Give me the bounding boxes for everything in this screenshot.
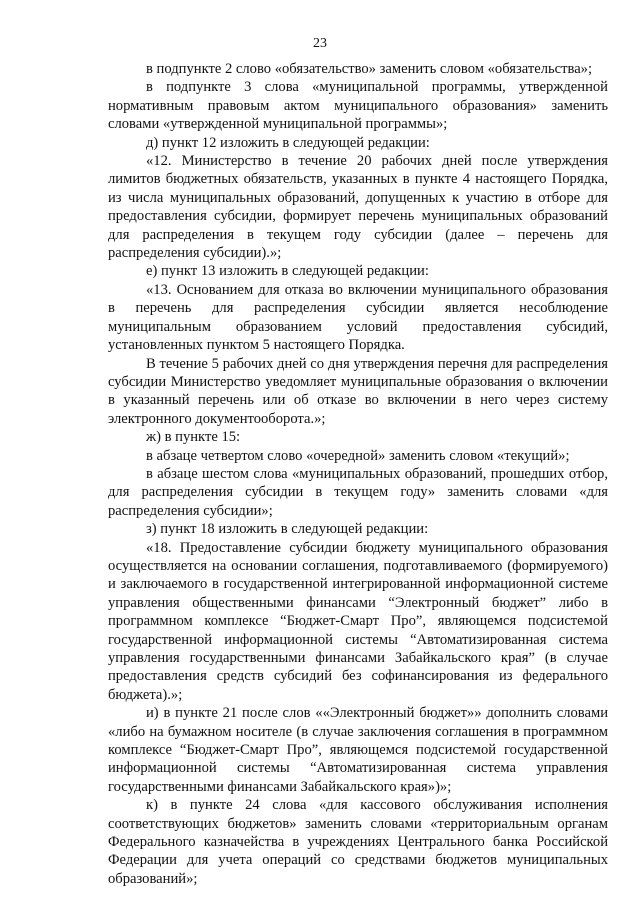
paragraph-5: е) пункт 13 изложить в следующей редакции: [146,263,429,280]
paragraph-1: в подпункте 2 слово «обязательство» заменить словом «обязательства»; [146,61,593,77]
document-body [108,60,608,888]
paragraph-9: в абзаце четвертом слово «очередной» заменить словом «текущий»; [146,447,570,464]
paragraph-8: ж) в пункте 15: [146,429,241,446]
paragraph-7: В течение 5 рабочих дней со дня утверждения перечня для распределения субсидии Министерство уведомляет муниципальные образования о включении в указанный перечень или об отказе во включении в него через систему электронного документооборота.»; [108,355,608,427]
paragraph-12: «18. Предоставление субсидии бюджету муниципального образования осуществляется на основании соглашения, подготавливаемого (формируемого) и заключаемого в государственной интегрированной информационной системе управления общественными финансами “Электронный бюджет” либо в программном комплексе “Бюджет-Смарт Про”, являющемся подсистемой государственной информационной системы “Автоматизированная система управления государственными финансами Забайкальского края” (в случае предоставления средств субсидий без софинансирования из федерального бюджета).»; [108,539,608,703]
paragraph-3: д) пункт 12 изложить в следующей редакции: [146,134,430,151]
paragraph-11: з) пункт 18 изложить в следующей редакции: [146,521,429,538]
page-number: 23 [313,36,327,51]
paragraph-13: и) в пункте 21 после слов ««Электронный бюджет»» дополнить словами «либо на бумажном носителе (в случае заключения соглашения в программном комплексе “Бюджет-Смарт Про”, являющемся подсистемой государственной информационной системы “Автоматизированная система управления государственными финансами Забайкальского края»)»; [108,705,608,795]
paragraph-6: «13. Основанием для отказа во включении муниципального образования в перечень для распределения субсидии является несоблюдение муниципальным образованием условий предоставления субсидий, установленных пунктом 5 настоящего Порядка. [108,281,608,354]
paragraph-2: в подпункте 3 слова «муниципальной программы, утвержденной нормативным правовым актом муниципального образования» заменить словами «утвержденной муниципальной программы»; [108,79,608,133]
paragraph-14: к) в пункте 24 слова «для кассового обслуживания исполнения соответствующих бюджетов» заменить словами «территориальным органам Федерального казначейства в учреждениях Центрального банка Российской Федерации для учета операций со средствами бюджетов муниципальных образований»; [108,797,608,887]
paragraph-10: в абзаце шестом слова «муниципальных образований, прошедших отбор, для распределения субсидии в текущем году» заменить словами «для распределения субсидии»; [108,465,608,519]
paragraph-4: «12. Министерство в течение 20 рабочих дней после утверждения лимитов бюджетных обязательств, указанных в пункте 4 настоящего Порядка, из числа муниципальных образований, допущенных к участию в отборе для предоставления субсидии, формирует перечень муниципальных образований для распределения в текущем году субсидии (далее – перечень для распределения субсидии).»; [108,153,608,262]
